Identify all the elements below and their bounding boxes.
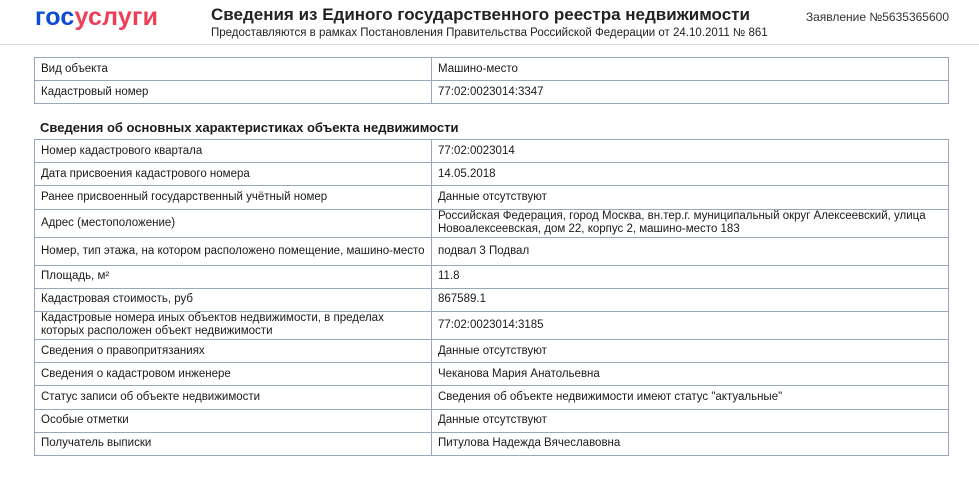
row-label: Особые отметки [35,409,432,432]
table-row [35,409,949,432]
table-row [35,140,949,163]
row-label: Кадастровые номера иных объектов недвижимости, в пределах которых расположен объект недвижимости [35,311,432,339]
page-title: Сведения из Единого государственного реестра недвижимости [211,5,750,24]
header [0,0,979,45]
row-label: Номер, тип этажа, на котором расположено помещение, машино-место [35,237,432,265]
row-label: Получатель выписки [35,432,432,455]
row-label: Кадастровый номер [35,81,432,104]
row-value: Данные отсутствуют [432,409,949,432]
row-value: Российская Федерация, город Москва, вн.тер.г. муниципальный округ Алексеевский, улица Новоалексеевская, дом 22, корпус 2, машино-место 183 [432,209,949,237]
row-value: Сведения об объекте недвижимости имеют статус "актуальные" [432,386,949,409]
row-label: Ранее присвоенный государственный учётный номер [35,186,432,209]
row-value: Питулова Надежда Вячеславовна [432,432,949,455]
row-label: Сведения о кадастровом инженере [35,363,432,386]
table-row [35,363,949,386]
row-value: Данные отсутствуют [432,186,949,209]
row-value: Данные отсутствуют [432,339,949,362]
row-value: 867589.1 [432,288,949,311]
table-row [35,386,949,409]
table-row [35,209,949,237]
table-row [35,163,949,186]
row-label: Вид объекта [35,58,432,81]
row-label: Сведения о правопритязаниях [35,339,432,362]
table-row [35,237,949,265]
row-value: Чеканова Мария Анатольевна [432,363,949,386]
table-row [35,186,949,209]
table-row [35,288,949,311]
gosuslugi-logo[interactable]: госуслуги [35,3,159,31]
table-row [35,339,949,362]
row-label: Площадь, м² [35,265,432,288]
application-number: Заявление №5635365600 [805,10,949,24]
row-value: подвал 3 Подвал [432,237,949,265]
table-row [35,311,949,339]
row-value: Машино-место [432,58,949,81]
row-value: 77:02:0023014 [432,140,949,163]
row-label: Кадастровая стоимость, руб [35,288,432,311]
table-row [35,58,949,81]
table-row [35,432,949,455]
object-info-table [34,57,949,104]
row-value: 14.05.2018 [432,163,949,186]
row-value: 11.8 [432,265,949,288]
characteristics-table [34,139,949,456]
row-value: 77:02:0023014:3347 [432,81,949,104]
section-title: Сведения об основных характеристиках объекта недвижимости [40,120,459,135]
table-row [35,81,949,104]
row-value: 77:02:0023014:3185 [432,311,949,339]
row-label: Дата присвоения кадастрового номера [35,163,432,186]
row-label: Номер кадастрового квартала [35,140,432,163]
page-subtitle: Предоставляются в рамках Постановления Правительства Российской Федерации от 24.10.2011 № 861 [211,27,768,39]
row-label: Статус записи об объекте недвижимости [35,386,432,409]
table-row [35,265,949,288]
row-label: Адрес (местоположение) [35,209,432,237]
